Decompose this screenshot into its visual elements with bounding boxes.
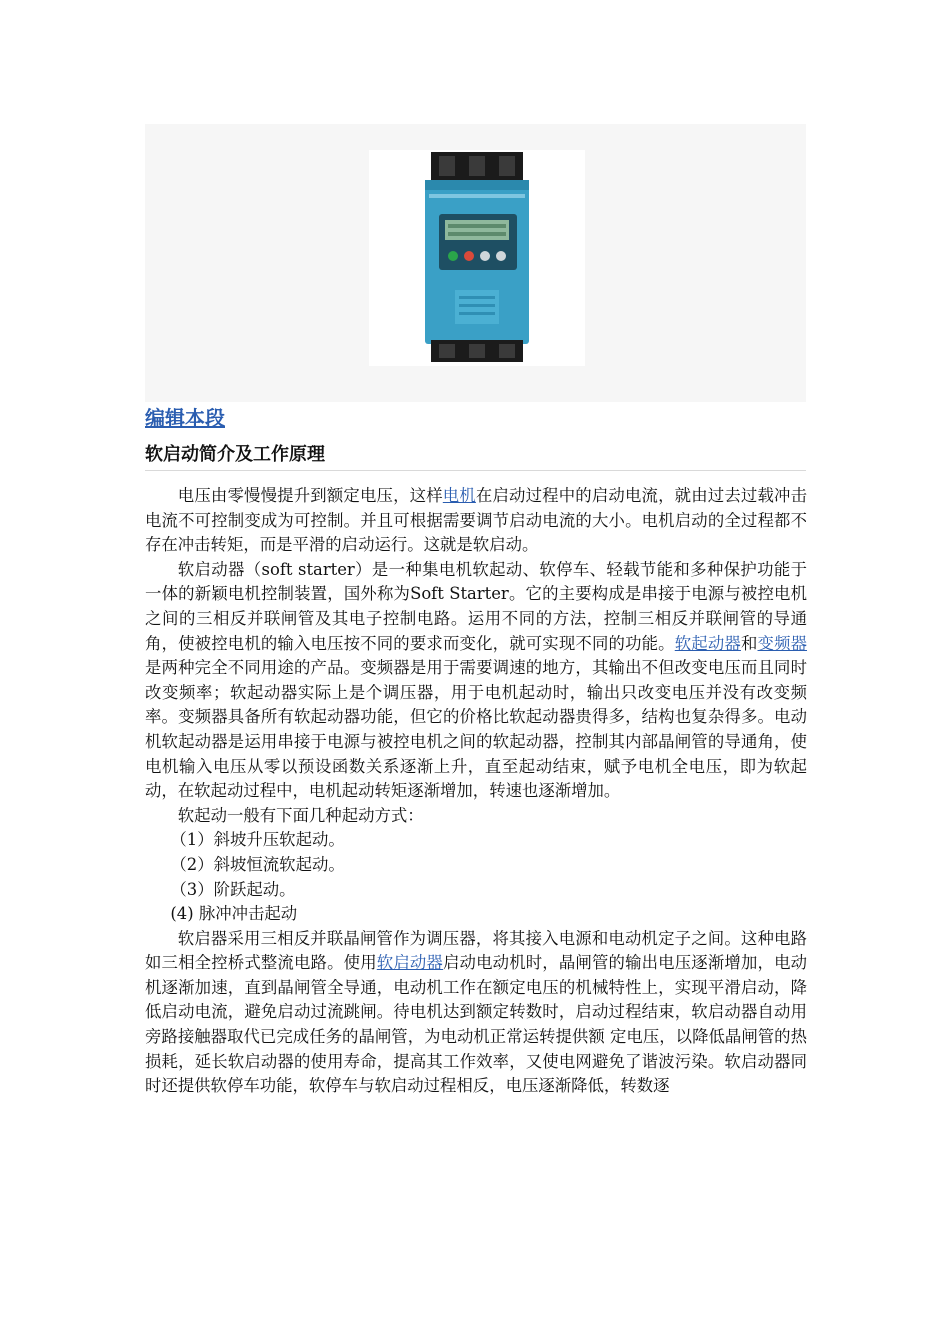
text-run: 在启动过程中的启动电流，就由过去过载冲击电流不可控制变成为可控制。并且可根据需要调节启动电流的大小。电机启动的全过程都不存在冲击转矩，而是平滑的启动运行。这就是软启动。 — [145, 486, 807, 555]
down-button-icon — [496, 251, 506, 261]
link-soft-starter-2[interactable]: 软启动器 — [376, 953, 443, 973]
article-body — [145, 484, 807, 1099]
text-run: 启动电动机时，晶闸管的输出电压逐渐增加，电动机逐渐加速，直到晶闸管全导通，电动机工作在额定电压的机械特性上，实现平滑启动，降低启动电流，避免启动过流跳闸。待电机达到额定转数时，启动过程结束，软启动器自动用旁路接触器取代已完成任务的晶闸管，为电动机正常运转提供额 定电压，以降低晶闸管的热损耗，延长软启动器的使用寿命，提高其工作效率，又使电网避免了谐波污染。软启动器同时还提供软停车功能，软停车与软启动过程相反，电压逐渐降低，转数逐 — [145, 953, 808, 1096]
stop-button-icon — [464, 251, 474, 261]
paragraph-working — [145, 927, 807, 1099]
text-run: 软启动器（soft starter）是一种集电机软起动、软停车、轻载节能和多种保护功能于一体的新颖电机控制装置，国外称为Soft Starter。它的主要构成是串接于电源与被控电机之间的三相反并联闸管及其电子控制电路。运用不同的方法，控制三相反并联闸管的导通角，使被控电机的输入电压按不同的要求而变化，就可实现不同的功能。 — [145, 559, 807, 653]
text-run: 软启器采用三相反并联晶闸管作为调压器，将其接入电源和电动机定子之间。这种电路如三相全控桥式整流电路。使用 — [145, 928, 807, 973]
lcd-display — [445, 220, 509, 240]
method-item: (4) 脉冲冲击起动 — [170, 904, 298, 924]
section-title: 软启动简介及工作原理 — [145, 444, 325, 465]
soft-starter-illustration — [369, 150, 585, 366]
paragraph-methods-intro: 软起动一般有下面几种起动方式： — [177, 805, 424, 825]
link-soft-starter[interactable]: 软起动器 — [674, 633, 741, 653]
link-inverter[interactable]: 变频器 — [757, 633, 808, 653]
method-item: （1）斜坡升压软起动。 — [170, 830, 345, 850]
up-button-icon — [480, 251, 490, 261]
run-button-icon — [448, 251, 458, 261]
method-item: （3）阶跃起动。 — [170, 879, 296, 899]
section-heading-row — [145, 432, 806, 471]
link-motor[interactable]: 电机 — [442, 486, 476, 505]
method-item: （2）斜坡恒流软起动。 — [170, 854, 345, 874]
paragraph-intro — [145, 484, 807, 558]
paragraph-definition — [145, 558, 807, 804]
soft-starter-photo — [369, 150, 585, 366]
text-run: 是两种完全不同用途的产品。变频器是用于需要调速的地方，其输出不但改变电压而且同时改变频率；软起动器实际上是个调压器，用于电机起动时，输出只改变电压并没有改变频率。变频器具备所有软起动器功能，但它的价格比软起动器贵得多，结构也复杂得多。电动机软起动器是运用串接于电源与被控电机之间的软起动器，控制其内部晶闸管的导通角，使电机输入电压从零以预设函数关系逐渐上升，直至起动结束，赋予电机全电压，即为软起动，在软起动过程中，电机起动转矩逐渐增加，转速也逐渐增加。 — [145, 658, 807, 801]
text-run: 电压由零慢慢提升到额定电压，这样 — [177, 486, 443, 505]
text-run: 和 — [740, 633, 758, 653]
edit-section-link[interactable]: 编辑本段 — [145, 406, 225, 430]
